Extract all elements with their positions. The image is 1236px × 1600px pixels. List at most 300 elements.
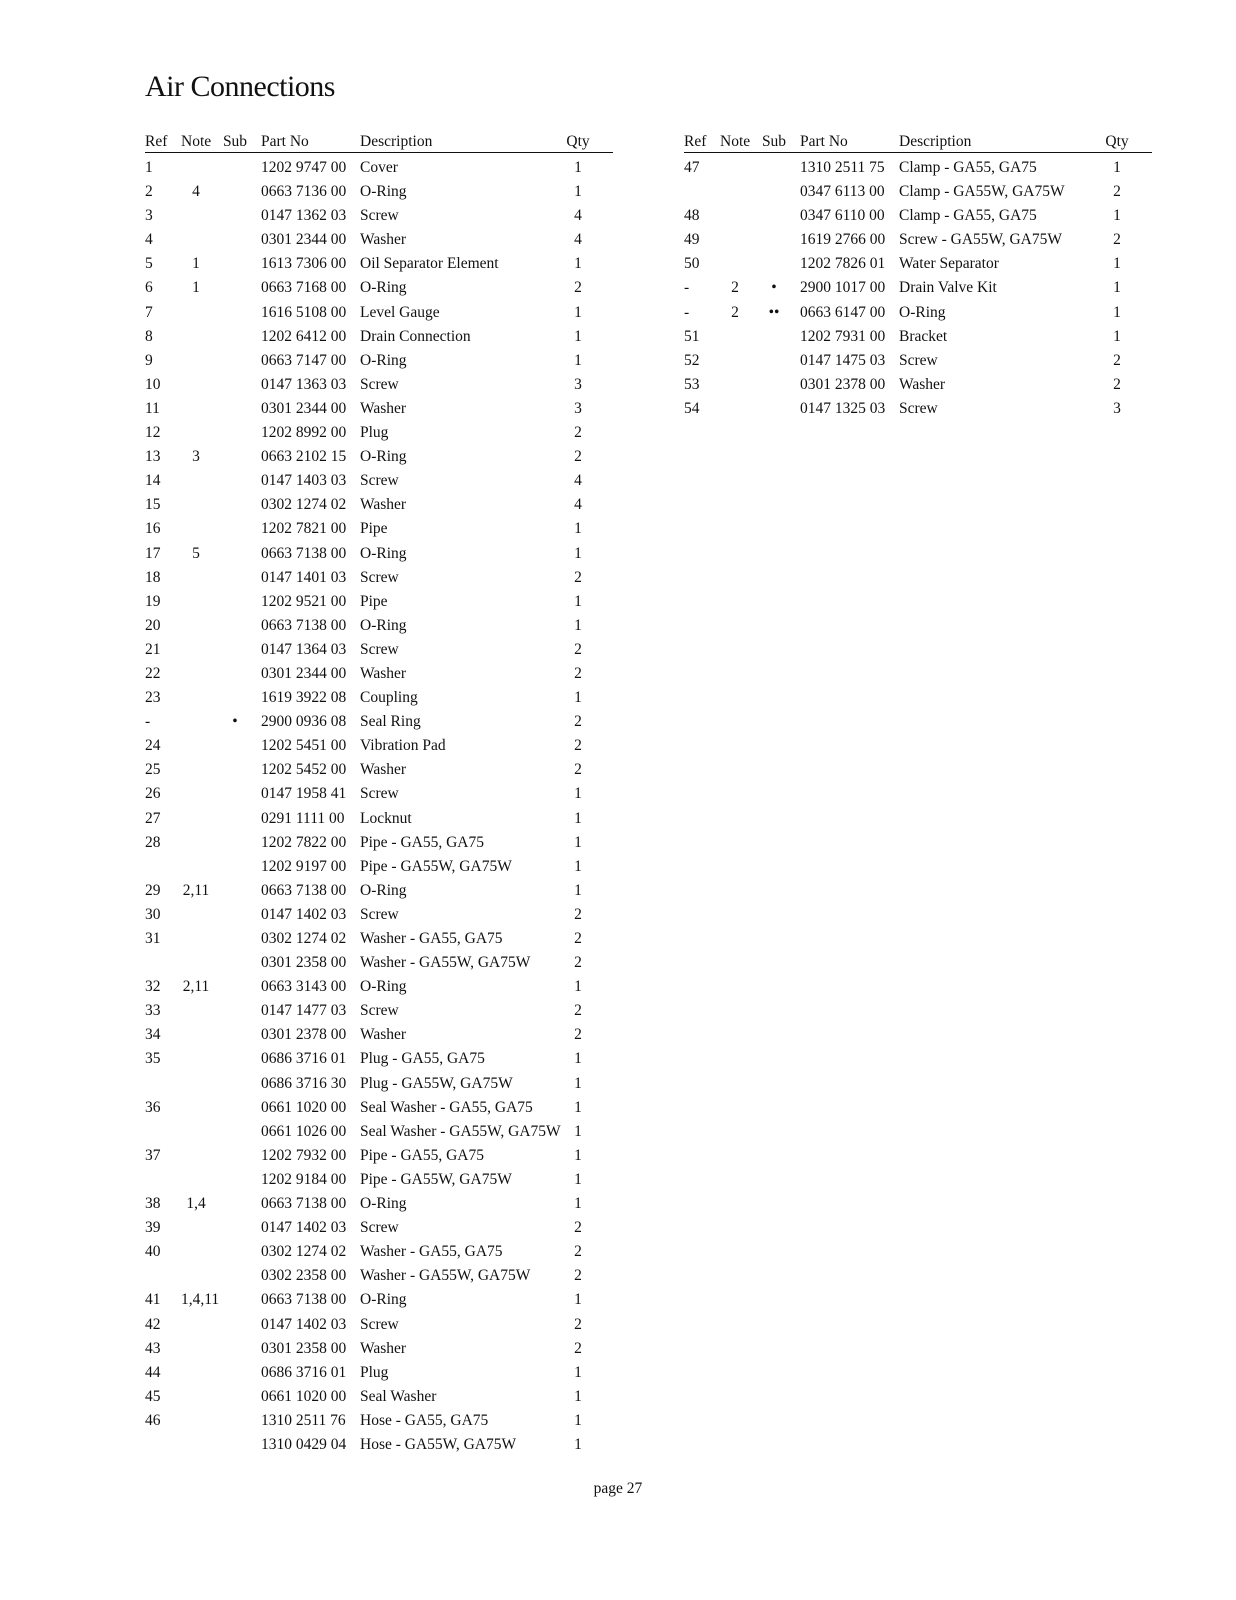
part-no-cell: 0686 3716 01 bbox=[261, 1363, 347, 1381]
ref-cell: 27 bbox=[145, 809, 161, 827]
table-row bbox=[145, 303, 613, 327]
table-row bbox=[145, 688, 613, 712]
part-no-cell: 0147 1402 03 bbox=[261, 1219, 347, 1237]
description-cell: Washer - GA55, GA75 bbox=[360, 930, 503, 947]
description-cell: Plug - GA55, GA75 bbox=[360, 1050, 485, 1068]
note-cell: 5 bbox=[192, 544, 200, 562]
table-row bbox=[145, 833, 613, 857]
description-cell: Screw bbox=[360, 785, 399, 803]
qty-cell: 1 bbox=[1113, 255, 1121, 273]
table-row bbox=[145, 736, 613, 760]
description-cell: Seal Washer bbox=[360, 1387, 437, 1405]
ref-cell: 30 bbox=[145, 905, 161, 923]
description-cell: Cover bbox=[360, 159, 398, 176]
qty-cell: 1 bbox=[574, 1170, 582, 1188]
table-row bbox=[145, 784, 613, 808]
description-cell: Screw - GA55W, GA75W bbox=[899, 231, 1063, 249]
table-row bbox=[145, 1387, 613, 1411]
qty-cell: 1 bbox=[574, 183, 582, 201]
description-cell: Seal Washer - GA55, GA75 bbox=[360, 1098, 533, 1116]
header-sub: Sub bbox=[761, 133, 787, 150]
part-no-cell: 0661 1020 00 bbox=[261, 1387, 347, 1405]
table-row bbox=[684, 182, 1152, 206]
part-no-cell: 0302 1274 02 bbox=[261, 1243, 347, 1261]
description-cell: Screw bbox=[899, 399, 938, 417]
qty-cell: 1 bbox=[574, 833, 582, 851]
part-no-cell: 0291 1111 00 bbox=[261, 809, 345, 827]
qty-cell: 2 bbox=[574, 1267, 582, 1285]
part-no-cell: 1619 2766 00 bbox=[800, 231, 886, 249]
qty-cell: 2 bbox=[574, 954, 582, 972]
qty-cell: 1 bbox=[574, 785, 582, 803]
description-cell: Coupling bbox=[360, 689, 418, 707]
qty-cell: 1 bbox=[574, 978, 582, 996]
description-cell: O-Ring bbox=[360, 544, 407, 562]
qty-cell: 4 bbox=[574, 472, 582, 490]
part-no-cell: 0147 1364 03 bbox=[261, 640, 347, 658]
ref-cell: 9 bbox=[145, 351, 153, 369]
ref-cell: 49 bbox=[684, 231, 700, 249]
ref-cell: 18 bbox=[145, 568, 161, 586]
qty-cell: 1 bbox=[574, 881, 582, 899]
qty-cell: 1 bbox=[574, 857, 582, 875]
qty-cell: 1 bbox=[1113, 303, 1121, 321]
part-no-cell: 0301 2358 00 bbox=[261, 1339, 347, 1357]
ref-cell: 5 bbox=[145, 255, 153, 273]
qty-cell: 2 bbox=[1113, 375, 1121, 393]
part-no-cell: 0147 1362 03 bbox=[261, 207, 347, 225]
table-row bbox=[145, 712, 613, 736]
qty-cell: 3 bbox=[574, 375, 582, 393]
description-cell: Hose - GA55W, GA75W bbox=[360, 1435, 517, 1453]
description-cell: Screw bbox=[360, 640, 399, 658]
note-cell: 2,11 bbox=[182, 978, 210, 996]
qty-cell: 2 bbox=[1113, 231, 1121, 249]
table-row bbox=[145, 1266, 613, 1290]
qty-cell: 1 bbox=[574, 544, 582, 562]
qty-cell: 1 bbox=[574, 1195, 582, 1213]
table-row bbox=[145, 929, 613, 953]
ref-cell: 48 bbox=[684, 207, 700, 225]
part-no-cell: 0147 1325 03 bbox=[800, 399, 886, 417]
description-cell: Locknut bbox=[360, 809, 412, 827]
table-row bbox=[684, 327, 1152, 351]
table-row bbox=[145, 1242, 613, 1266]
table-row bbox=[145, 1049, 613, 1073]
qty-cell: 1 bbox=[574, 1146, 582, 1164]
note-cell: 4 bbox=[192, 183, 200, 201]
ref-cell: 6 bbox=[145, 279, 153, 297]
qty-cell: 1 bbox=[574, 1387, 582, 1405]
part-no-cell: 1310 0429 04 bbox=[261, 1435, 347, 1453]
ref-cell: 15 bbox=[145, 496, 161, 514]
table-row bbox=[684, 399, 1152, 423]
qty-cell: 1 bbox=[574, 255, 582, 273]
part-no-cell: 0663 2102 15 bbox=[261, 448, 347, 466]
description-cell: Bracket bbox=[899, 327, 948, 345]
table-row bbox=[145, 809, 613, 833]
part-no-cell: 0147 1363 03 bbox=[261, 375, 347, 393]
part-no-cell: 2900 1017 00 bbox=[800, 279, 886, 297]
description-cell: Clamp - GA55, GA75 bbox=[899, 159, 1037, 176]
part-no-cell: 0347 6110 00 bbox=[800, 207, 885, 225]
part-no-cell: 0301 2344 00 bbox=[261, 231, 347, 249]
description-cell: Washer bbox=[360, 496, 407, 514]
header-qty: Qty bbox=[566, 133, 590, 150]
ref-cell: 7 bbox=[145, 303, 153, 321]
ref-cell: 2 bbox=[145, 183, 153, 201]
description-cell: Washer bbox=[360, 761, 407, 779]
qty-cell: 1 bbox=[574, 520, 582, 538]
table-row bbox=[145, 857, 613, 881]
qty-cell: 2 bbox=[574, 1026, 582, 1044]
part-no-cell: 1619 3922 08 bbox=[261, 689, 347, 707]
header-part-no: Part No bbox=[261, 133, 309, 150]
part-no-cell: 1202 8992 00 bbox=[261, 424, 347, 442]
qty-cell: 1 bbox=[574, 1291, 582, 1309]
part-no-cell: 0302 2358 00 bbox=[261, 1267, 347, 1285]
part-no-cell: 2900 0936 08 bbox=[261, 713, 347, 731]
part-no-cell: 0147 1475 03 bbox=[800, 351, 886, 369]
part-no-cell: 0663 7138 00 bbox=[261, 881, 347, 899]
part-no-cell: 0663 7136 00 bbox=[261, 183, 347, 201]
part-no-cell: 0663 7138 00 bbox=[261, 544, 347, 562]
table-row bbox=[145, 616, 613, 640]
description-cell: Plug bbox=[360, 424, 389, 442]
sub-cell: •• bbox=[768, 303, 780, 321]
ref-cell: 14 bbox=[145, 472, 161, 490]
header-description: Description bbox=[360, 133, 433, 150]
description-cell: Level Gauge bbox=[360, 303, 440, 321]
description-cell: O-Ring bbox=[360, 881, 407, 899]
description-cell: O-Ring bbox=[360, 351, 407, 369]
table-row bbox=[145, 640, 613, 664]
qty-cell: 1 bbox=[574, 1098, 582, 1116]
header-part-no: Part No bbox=[800, 133, 848, 150]
note-cell: 2,11 bbox=[182, 881, 210, 899]
ref-cell: 24 bbox=[145, 737, 161, 755]
table-row bbox=[684, 230, 1152, 254]
description-cell: Oil Separator Element bbox=[360, 255, 499, 273]
qty-cell: 1 bbox=[574, 1411, 582, 1429]
qty-cell: 4 bbox=[574, 496, 582, 514]
part-no-cell: 0663 7138 00 bbox=[261, 1195, 347, 1213]
qty-cell: 2 bbox=[574, 737, 582, 755]
description-cell: O-Ring bbox=[360, 279, 407, 297]
ref-cell: 29 bbox=[145, 881, 161, 899]
ref-cell: 13 bbox=[145, 448, 161, 466]
table-row bbox=[145, 1363, 613, 1387]
description-cell: Pipe - GA55W, GA75W bbox=[360, 857, 512, 875]
description-cell: Screw bbox=[360, 1002, 399, 1020]
part-no-cell: 1202 7821 00 bbox=[261, 520, 347, 538]
part-no-cell: 1202 5451 00 bbox=[261, 737, 347, 755]
ref-cell: 52 bbox=[684, 351, 700, 369]
part-no-cell: 0347 6113 00 bbox=[800, 183, 885, 201]
description-cell: Water Separator bbox=[899, 255, 999, 273]
part-no-cell: 1202 9747 00 bbox=[261, 159, 347, 176]
table-row bbox=[145, 182, 613, 206]
qty-cell: 1 bbox=[574, 689, 582, 707]
qty-cell: 1 bbox=[574, 327, 582, 345]
table-row bbox=[145, 1146, 613, 1170]
part-no-cell: 0301 2344 00 bbox=[261, 399, 347, 417]
description-cell: Clamp - GA55W, GA75W bbox=[899, 183, 1065, 201]
ref-cell: 32 bbox=[145, 978, 161, 996]
table-row bbox=[145, 1122, 613, 1146]
part-no-cell: 0663 7138 00 bbox=[261, 1291, 347, 1309]
table-row bbox=[145, 375, 613, 399]
qty-cell: 1 bbox=[574, 1435, 582, 1453]
description-cell: Plug bbox=[360, 1363, 389, 1381]
table-row bbox=[145, 1411, 613, 1435]
ref-cell: 33 bbox=[145, 1002, 161, 1020]
ref-cell: 46 bbox=[145, 1411, 161, 1429]
ref-cell: - bbox=[684, 303, 690, 321]
table-row bbox=[145, 544, 613, 568]
qty-cell: 1 bbox=[1113, 207, 1121, 225]
header-note: Note bbox=[720, 133, 751, 150]
ref-cell: 41 bbox=[145, 1291, 161, 1309]
qty-cell: 1 bbox=[574, 1122, 582, 1140]
table-row bbox=[684, 254, 1152, 278]
qty-cell: 3 bbox=[574, 399, 582, 417]
part-no-cell: 0147 1402 03 bbox=[261, 1315, 347, 1333]
ref-cell: 47 bbox=[684, 159, 700, 176]
part-no-cell: 1202 6412 00 bbox=[261, 327, 347, 345]
part-no-cell: 0663 6147 00 bbox=[800, 303, 886, 321]
qty-cell: 2 bbox=[1113, 183, 1121, 201]
table-row bbox=[145, 1315, 613, 1339]
qty-cell: 2 bbox=[574, 1243, 582, 1261]
part-no-cell: 0301 2344 00 bbox=[261, 664, 347, 682]
qty-cell: 2 bbox=[574, 761, 582, 779]
ref-cell: 10 bbox=[145, 375, 161, 393]
description-cell: O-Ring bbox=[360, 978, 407, 996]
description-cell: Screw bbox=[360, 905, 399, 923]
qty-cell: 1 bbox=[574, 351, 582, 369]
ref-cell: 36 bbox=[145, 1098, 161, 1116]
part-no-cell: 1616 5108 00 bbox=[261, 303, 347, 321]
table-row bbox=[684, 278, 1152, 302]
table-row bbox=[145, 254, 613, 278]
ref-cell: - bbox=[145, 713, 151, 731]
ref-cell: 20 bbox=[145, 616, 161, 634]
description-cell: Screw bbox=[360, 207, 399, 225]
table-row bbox=[145, 423, 613, 447]
part-no-cell: 1202 9521 00 bbox=[261, 592, 347, 610]
note-cell: 1,4,11 bbox=[181, 1291, 220, 1309]
part-no-cell: 0302 1274 02 bbox=[261, 930, 347, 947]
parts-table-left bbox=[145, 132, 613, 1459]
sub-cell: • bbox=[232, 713, 238, 731]
part-no-cell: 1202 9184 00 bbox=[261, 1170, 347, 1188]
qty-cell: 2 bbox=[574, 448, 582, 466]
description-cell: Washer bbox=[899, 375, 946, 393]
description-cell: Screw bbox=[360, 472, 399, 490]
table-body-left bbox=[145, 153, 613, 1459]
table-row bbox=[145, 1074, 613, 1098]
ref-cell: 34 bbox=[145, 1026, 161, 1044]
ref-cell: 51 bbox=[684, 327, 700, 345]
ref-cell: 54 bbox=[684, 399, 700, 417]
table-row bbox=[145, 953, 613, 977]
note-cell: 1 bbox=[192, 279, 200, 297]
ref-cell: 19 bbox=[145, 592, 161, 610]
description-cell: Screw bbox=[360, 375, 399, 393]
table-row bbox=[145, 158, 613, 182]
ref-cell: 35 bbox=[145, 1050, 161, 1068]
table-row bbox=[145, 278, 613, 302]
qty-cell: 4 bbox=[574, 231, 582, 249]
description-cell: Washer - GA55W, GA75W bbox=[360, 1267, 531, 1285]
part-no-cell: 0686 3716 30 bbox=[261, 1074, 347, 1092]
part-no-cell: 0302 1274 02 bbox=[261, 496, 347, 514]
header-qty: Qty bbox=[1105, 133, 1129, 150]
qty-cell: 2 bbox=[574, 1339, 582, 1357]
table-row bbox=[145, 206, 613, 230]
ref-cell: 1 bbox=[145, 159, 153, 176]
description-cell: Washer - GA55, GA75 bbox=[360, 1243, 503, 1261]
ref-cell: 4 bbox=[145, 231, 153, 249]
description-cell: O-Ring bbox=[360, 616, 407, 634]
part-no-cell: 1310 2511 76 bbox=[261, 1411, 346, 1429]
table-body-right bbox=[684, 153, 1152, 423]
description-cell: Hose - GA55, GA75 bbox=[360, 1411, 489, 1429]
table-row bbox=[145, 1339, 613, 1363]
table-row bbox=[145, 1170, 613, 1194]
description-cell: Washer bbox=[360, 231, 407, 249]
qty-cell: 2 bbox=[574, 930, 582, 947]
part-no-cell: 0301 2358 00 bbox=[261, 954, 347, 972]
description-cell: Washer bbox=[360, 1026, 407, 1044]
ref-cell: 40 bbox=[145, 1243, 161, 1261]
part-no-cell: 1310 2511 75 bbox=[800, 159, 885, 176]
description-cell: Vibration Pad bbox=[360, 737, 446, 755]
ref-cell: 31 bbox=[145, 930, 161, 947]
qty-cell: 1 bbox=[574, 303, 582, 321]
header-note: Note bbox=[181, 133, 212, 150]
page-number: page 27 bbox=[593, 1480, 643, 1497]
qty-cell: 1 bbox=[1113, 159, 1121, 176]
part-no-cell: 1202 7822 00 bbox=[261, 833, 347, 851]
qty-cell: 2 bbox=[574, 279, 582, 297]
ref-cell: 50 bbox=[684, 255, 700, 273]
part-no-cell: 0686 3716 01 bbox=[261, 1050, 347, 1068]
description-cell: O-Ring bbox=[360, 1291, 407, 1309]
ref-cell: 42 bbox=[145, 1315, 161, 1333]
description-cell: Drain Valve Kit bbox=[899, 279, 997, 297]
table-row bbox=[684, 158, 1152, 182]
qty-cell: 2 bbox=[574, 1002, 582, 1020]
description-cell: Clamp - GA55, GA75 bbox=[899, 207, 1037, 225]
ref-cell: 28 bbox=[145, 833, 161, 851]
table-row bbox=[145, 327, 613, 351]
part-no-cell: 0663 7138 00 bbox=[261, 616, 347, 634]
table-row bbox=[684, 351, 1152, 375]
description-cell: Screw bbox=[360, 1219, 399, 1237]
ref-cell: 8 bbox=[145, 327, 153, 345]
table-row bbox=[145, 399, 613, 423]
table-row bbox=[145, 471, 613, 495]
table-row bbox=[684, 303, 1152, 327]
description-cell: Pipe - GA55, GA75 bbox=[360, 833, 484, 851]
table-row bbox=[684, 375, 1152, 399]
part-no-cell: 0661 1026 00 bbox=[261, 1122, 347, 1140]
ref-cell: 21 bbox=[145, 640, 161, 658]
description-cell: O-Ring bbox=[899, 303, 946, 321]
table-row bbox=[145, 495, 613, 519]
ref-cell: 38 bbox=[145, 1195, 161, 1213]
qty-cell: 2 bbox=[1113, 351, 1121, 369]
description-cell: Screw bbox=[360, 1315, 399, 1333]
ref-cell: 37 bbox=[145, 1146, 161, 1164]
qty-cell: 2 bbox=[574, 1219, 582, 1237]
description-cell: Pipe bbox=[360, 592, 388, 610]
table-row bbox=[145, 1290, 613, 1314]
qty-cell: 2 bbox=[574, 424, 582, 442]
note-cell: 1 bbox=[192, 255, 200, 273]
part-no-cell: 1613 7306 00 bbox=[261, 255, 347, 273]
part-no-cell: 0663 7147 00 bbox=[261, 351, 347, 369]
header-ref: Ref bbox=[145, 133, 168, 150]
ref-cell: 22 bbox=[145, 664, 161, 682]
description-cell: Washer bbox=[360, 399, 407, 417]
ref-cell: 3 bbox=[145, 207, 153, 225]
table-row bbox=[145, 568, 613, 592]
header-sub: Sub bbox=[222, 133, 248, 150]
note-cell: 3 bbox=[192, 448, 200, 466]
description-cell: O-Ring bbox=[360, 183, 407, 201]
ref-cell: 11 bbox=[145, 399, 160, 417]
description-cell: Pipe - GA55, GA75 bbox=[360, 1146, 484, 1164]
table-row bbox=[145, 351, 613, 375]
table-row bbox=[145, 1025, 613, 1049]
table-row bbox=[145, 760, 613, 784]
qty-cell: 2 bbox=[574, 568, 582, 586]
part-no-cell: 0147 1401 03 bbox=[261, 568, 347, 586]
table-header bbox=[145, 132, 613, 153]
part-no-cell: 0147 1958 41 bbox=[261, 785, 347, 803]
description-cell: O-Ring bbox=[360, 448, 407, 466]
part-no-cell: 1202 7932 00 bbox=[261, 1146, 347, 1164]
qty-cell: 4 bbox=[574, 207, 582, 225]
qty-cell: 1 bbox=[574, 159, 582, 176]
note-cell: 2 bbox=[731, 279, 739, 297]
table-row bbox=[684, 206, 1152, 230]
qty-cell: 1 bbox=[574, 1050, 582, 1068]
ref-cell: 17 bbox=[145, 544, 161, 562]
table-row bbox=[145, 1001, 613, 1025]
description-cell: Seal Ring bbox=[360, 713, 421, 731]
qty-cell: 1 bbox=[574, 592, 582, 610]
part-no-cell: 0663 3143 00 bbox=[261, 978, 347, 996]
qty-cell: 1 bbox=[1113, 279, 1121, 297]
note-cell: 1,4 bbox=[186, 1195, 206, 1213]
description-cell: Pipe bbox=[360, 520, 388, 538]
part-no-cell: 1202 9197 00 bbox=[261, 857, 347, 875]
qty-cell: 2 bbox=[574, 640, 582, 658]
ref-cell: 25 bbox=[145, 761, 161, 779]
description-cell: Seal Washer - GA55W, GA75W bbox=[360, 1122, 561, 1140]
description-cell: Drain Connection bbox=[360, 327, 471, 345]
description-cell: Screw bbox=[360, 568, 399, 586]
table-row bbox=[145, 664, 613, 688]
description-cell: Washer bbox=[360, 664, 407, 682]
sub-cell: • bbox=[771, 279, 777, 297]
part-no-cell: 1202 7931 00 bbox=[800, 327, 886, 345]
qty-cell: 1 bbox=[574, 809, 582, 827]
